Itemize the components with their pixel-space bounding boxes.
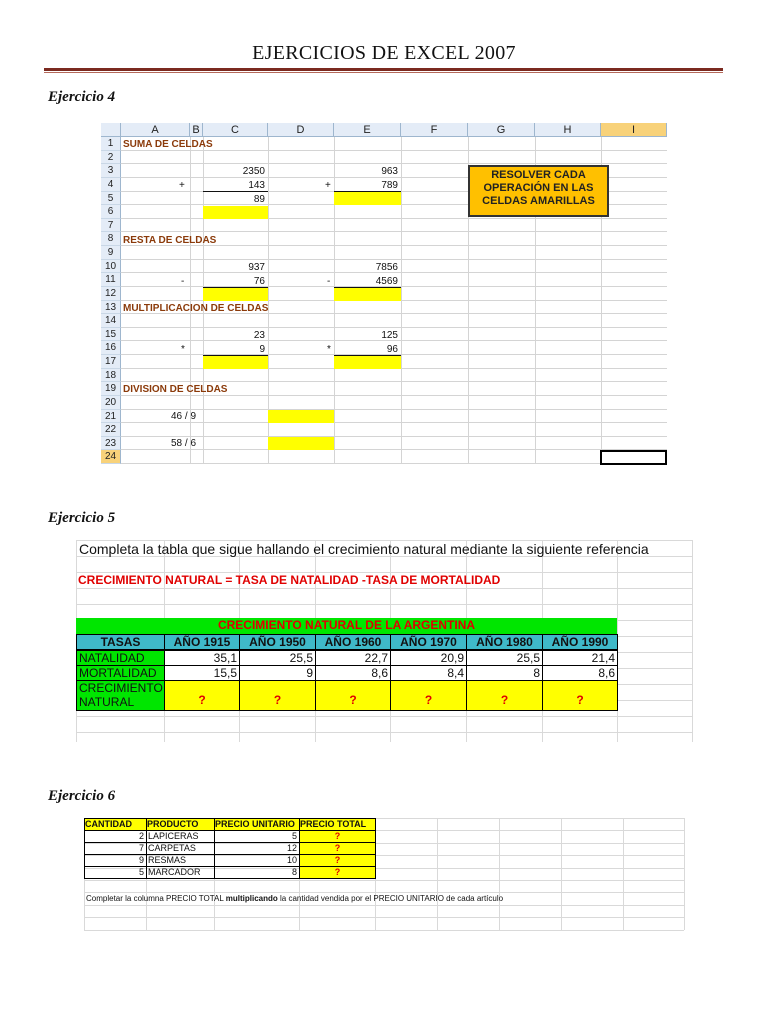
cell-e3: 963	[381, 166, 398, 177]
row-label-mortalidad: MORTALIDAD	[76, 665, 165, 681]
cell-c16: 9	[259, 344, 265, 355]
header-6: AÑO 1990	[542, 634, 618, 650]
sheet-grid-row	[76, 716, 692, 717]
header-3: AÑO 1960	[315, 634, 391, 650]
price-cell: 10	[214, 854, 300, 867]
header-1: PRODUCTO	[146, 818, 215, 831]
row-header: 21	[101, 410, 121, 423]
row-header: 19	[101, 382, 121, 396]
title-rule-thin	[44, 72, 723, 73]
instruction-note-box: RESOLVER CADA OPERACIÓN EN LAS CELDAS AMARILLAS	[468, 165, 609, 217]
row-header: 10	[101, 260, 121, 273]
answer-cell-e17	[334, 356, 401, 369]
value-cell: 8,6	[315, 665, 391, 681]
sheet-grid-row	[76, 604, 692, 605]
row-header: 6	[101, 205, 121, 219]
value-cell: 8,4	[390, 665, 467, 681]
header-1: AÑO 1915	[164, 634, 240, 650]
row-label-natalidad: NATALIDAD	[76, 650, 165, 666]
cell-c4: 143	[248, 180, 265, 191]
col-header-a: A	[121, 123, 190, 137]
cell-e10: 7856	[375, 262, 398, 273]
value-cell: 22,7	[315, 650, 391, 666]
growth-answer-cell: ?	[239, 680, 316, 711]
exercise-4-label: Ejercicio 4	[48, 89, 116, 105]
cell-c3: 2350	[242, 166, 265, 177]
qty-cell: 7	[84, 842, 147, 855]
select-all-corner	[101, 123, 121, 137]
exercise-6-instruction: Completar la columna PRECIO TOTAL multiplicando la cantidad vendida por el PRECIO UNITARIO de cada artículo	[86, 894, 504, 903]
col-header-c: C	[203, 123, 268, 137]
qty-cell: 5	[84, 866, 147, 879]
value-cell: 8,6	[542, 665, 618, 681]
answer-cell-e12	[334, 288, 401, 301]
product-cell: MARCADOR	[146, 866, 215, 879]
header-2: PRECIO UNITARIO	[214, 818, 300, 831]
answer-cell-e5	[334, 192, 401, 205]
product-cell: RESMAS	[146, 854, 215, 867]
answer-cell-d21	[268, 410, 334, 423]
sheet-grid-row	[84, 905, 684, 906]
value-cell: 20,9	[390, 650, 467, 666]
header-0: TASAS	[76, 634, 165, 650]
exercise-5-instruction: Completa la tabla que sigue hallando el crecimiento natural mediante la siguiente referencia	[79, 541, 649, 557]
header-2: AÑO 1950	[239, 634, 316, 650]
sheet-grid-row	[76, 588, 692, 589]
sheet-grid-col	[499, 818, 500, 930]
row-header: 8	[101, 232, 121, 246]
section-resta: RESTA DE CELDAS	[123, 235, 217, 246]
cell-e11: 4569	[375, 276, 398, 287]
cell-c10: 937	[248, 262, 265, 273]
cell-e4: 789	[381, 180, 398, 191]
value-cell: 9	[239, 665, 316, 681]
row-header: 20	[101, 396, 121, 410]
value-cell: 8	[466, 665, 543, 681]
header-5: AÑO 1980	[466, 634, 543, 650]
op-d11: -	[327, 276, 331, 287]
table-title: CRECIMIENTO NATURAL DE LA ARGENTINA	[76, 618, 617, 634]
active-cell-i24	[600, 450, 667, 465]
total-answer-cell: ?	[299, 842, 376, 855]
total-answer-cell: ?	[299, 866, 376, 879]
sheet-grid-row	[84, 917, 684, 918]
qty-cell: 9	[84, 854, 147, 867]
col-header-f: F	[401, 123, 468, 137]
growth-answer-cell: ?	[542, 680, 618, 711]
row-header: 24	[101, 450, 121, 464]
sheet-grid-col	[561, 818, 562, 930]
excel-screenshot	[101, 123, 667, 464]
title-rule	[44, 68, 723, 71]
cell-c5: 89	[253, 194, 265, 205]
cell-c15: 23	[253, 330, 265, 341]
sheet-grid-col	[623, 818, 624, 930]
growth-answer-cell: ?	[315, 680, 391, 711]
value-cell: 15,5	[164, 665, 240, 681]
exercise-5-label: Ejercicio 5	[48, 510, 116, 526]
document-title: EJERCICIOS DE EXCEL 2007	[252, 42, 516, 64]
col-header-e: E	[334, 123, 401, 137]
price-cell: 5	[214, 830, 300, 843]
sheet-grid-row	[84, 930, 684, 931]
growth-answer-cell: ?	[466, 680, 543, 711]
header-3: PRECIO TOTAL	[299, 818, 376, 831]
row-header: 15	[101, 328, 121, 341]
answer-cell-c6	[203, 206, 268, 219]
op-b11: -	[181, 276, 185, 287]
col-header-g: G	[468, 123, 535, 137]
cell-e16: 96	[386, 344, 398, 355]
col-header-b: B	[190, 123, 203, 137]
row-header: 22	[101, 423, 121, 437]
row-header: 23	[101, 437, 121, 450]
row-header: 11	[101, 273, 121, 287]
grid-col-line	[401, 137, 402, 464]
growth-answer-cell: ?	[164, 680, 240, 711]
product-cell: CARPETAS	[146, 842, 215, 855]
exercise-6-sheet	[84, 818, 684, 930]
col-header-h: H	[535, 123, 601, 137]
op-b4: +	[179, 180, 185, 191]
sheet-grid-col	[692, 540, 693, 742]
header-0: CANTIDAD	[84, 818, 147, 831]
row-header: 14	[101, 314, 121, 328]
section-suma: SUMA DE CELDAS	[123, 139, 213, 150]
header-4: AÑO 1970	[390, 634, 467, 650]
row-header: 18	[101, 369, 121, 382]
col-header-d: D	[268, 123, 334, 137]
row-header: 7	[101, 219, 121, 232]
row-label-crecimiento-natural	[76, 680, 165, 711]
answer-cell-d23	[268, 437, 334, 450]
total-answer-cell: ?	[299, 854, 376, 867]
value-cell: 21,4	[542, 650, 618, 666]
product-cell: LAPICERAS	[146, 830, 215, 843]
section-division: DIVISION DE CELDAS	[123, 384, 228, 395]
row-header: 16	[101, 341, 121, 355]
answer-cell-c12	[203, 288, 268, 301]
row-header: 2	[101, 151, 121, 164]
price-cell: 8	[214, 866, 300, 879]
growth-answer-cell: ?	[390, 680, 467, 711]
value-cell: 25,5	[466, 650, 543, 666]
growth-label-line2: NATURAL	[79, 695, 135, 709]
section-multiplicacion: MULTIPLICACION DE CELDAS	[123, 303, 269, 314]
cell-c11: 76	[253, 276, 265, 287]
price-cell: 12	[214, 842, 300, 855]
growth-formula: CRECIMIENTO NATURAL = TASA DE NATALIDAD -TASA DE MORTALIDAD	[78, 573, 501, 587]
col-header-i: I	[601, 123, 667, 137]
op-d4: +	[325, 180, 331, 191]
exercise-6-label: Ejercicio 6	[48, 788, 116, 804]
growth-label-line1: CRECIMIENTO	[79, 681, 163, 695]
sheet-grid-row	[76, 732, 692, 733]
row-header: 4	[101, 178, 121, 192]
cell-e15: 125	[381, 330, 398, 341]
row-header: 5	[101, 192, 121, 205]
row-header: 12	[101, 287, 121, 301]
op-d16: *	[327, 344, 331, 355]
total-answer-cell: ?	[299, 830, 376, 843]
sheet-grid-col	[684, 818, 685, 930]
sheet-grid-row	[84, 892, 684, 893]
sheet-grid-col	[437, 818, 438, 930]
op-b16: *	[181, 344, 185, 355]
value-cell: 25,5	[239, 650, 316, 666]
answer-cell-c17	[203, 356, 268, 369]
sheet-grid-row	[84, 880, 684, 881]
row-header: 9	[101, 246, 121, 260]
row-header: 1	[101, 137, 121, 151]
qty-cell: 2	[84, 830, 147, 843]
cell-division-23: 58 / 6	[171, 438, 197, 449]
value-cell: 35,1	[164, 650, 240, 666]
row-header: 13	[101, 301, 121, 314]
exercise-5-sheet	[76, 540, 692, 742]
row-header: 17	[101, 355, 121, 369]
cell-division-21: 46 / 9	[171, 411, 197, 422]
row-header: 3	[101, 164, 121, 178]
